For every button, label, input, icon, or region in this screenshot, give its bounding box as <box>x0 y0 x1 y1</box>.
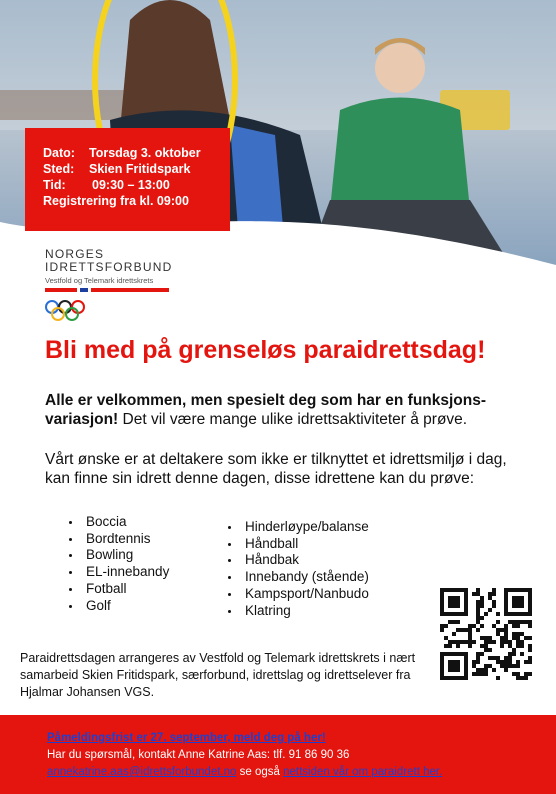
list-item: Klatring <box>217 603 369 620</box>
list-item: Håndball <box>217 536 369 553</box>
list-item: Bowling <box>58 547 169 564</box>
logo-line-krets: Vestfold og Telemark idrettskrets <box>45 276 154 285</box>
list-item: Innebandy (stående) <box>217 569 369 586</box>
footer-banner <box>0 715 556 794</box>
contact-text: Har du spørsmål, kontakt Anne Katrine Aas: tlf. 91 86 90 36 <box>47 749 350 761</box>
list-item: Bordtennis <box>58 531 169 548</box>
nif-logo <box>45 248 172 326</box>
time-value: 09:30 – 13:00 <box>92 178 170 192</box>
registration-deadline-link[interactable]: Påmeldingsfrist er 27. september, meld deg på her! <box>47 732 326 744</box>
event-info-box <box>25 128 230 231</box>
list-item: Håndbak <box>217 552 369 569</box>
logo-line-idrettsforbund: IDRETTSFORBUND <box>45 260 173 274</box>
sports-list-right <box>217 519 369 619</box>
time-row <box>43 177 230 193</box>
qr-code[interactable] <box>440 588 532 680</box>
time-label: Tid: <box>43 178 66 192</box>
arranged-paragraph: Paraidrettsdagen arrangeres av Vestfold og Telemark idrettskrets i nært samarbeid Skien Fritidspark, særforbund, idrettslag og idrettselever fra Hjalmar Johansen VGS. <box>20 651 416 699</box>
wish-paragraph: Vårt ønske er at deltakere som ikke er tilknyttet et idrettsmiljø i dag, kan finne sin idrett denne dagen, disse idrettene kan du prøve: <box>45 451 507 487</box>
list-item: Golf <box>58 598 169 615</box>
intro-paragraph <box>45 391 525 429</box>
list-item: Kampsport/Nanbudo <box>217 586 369 603</box>
paraidrett-page-link[interactable]: nettsiden vår om paraidrett her. <box>283 766 443 778</box>
place-value: Skien Fritidspark <box>89 162 191 176</box>
registration-text: Registrering fra kl. 09:00 <box>43 194 189 208</box>
date-label: Dato: <box>43 146 75 160</box>
place-label: Sted: <box>43 162 75 176</box>
footer-links-row <box>47 764 556 781</box>
email-link[interactable]: annekatrine.aas@idrettsforbundet.no <box>47 766 237 778</box>
place-row <box>43 161 230 177</box>
intro-rest: Det vil være mange ulike idrettsaktiviteter å prøve. <box>118 411 468 428</box>
olympic-rings-icon <box>45 300 101 326</box>
list-item: Fotball <box>58 581 169 598</box>
list-item: Boccia <box>58 514 169 531</box>
sports-list-left <box>58 514 169 614</box>
date-row <box>43 145 230 161</box>
list-item: Hinderløype/balanse <box>217 519 369 536</box>
list-item: EL-innebandy <box>58 564 169 581</box>
see-also-text: se også <box>236 766 284 778</box>
intro-bold: Alle er velkommen, men spesielt deg som har en funksjons-variasjon! <box>45 392 487 428</box>
date-value: Torsdag 3. oktober <box>89 146 201 160</box>
logo-flag-stripes <box>45 288 172 292</box>
page-headline: Bli med på grenseløs paraidrettsdag! <box>45 336 486 364</box>
logo-line-norges: NORGES <box>45 247 105 261</box>
